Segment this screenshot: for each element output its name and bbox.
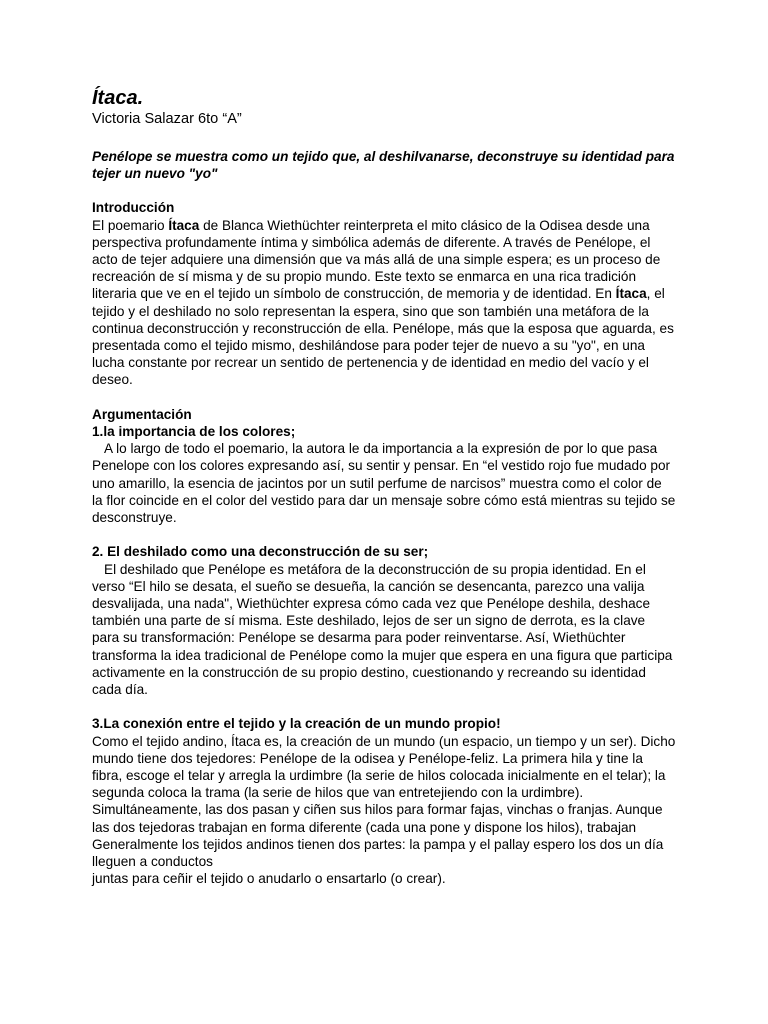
document-page [92,86,676,887]
section-3-heading: 3.La conexión entre el tejido y la creación de un mundo propio! [92,716,501,732]
author-line: Victoria Salazar 6to “A” [92,111,242,127]
spacer [92,389,676,406]
intro-heading: Introducción [92,200,175,216]
spacer [92,526,676,543]
section-3-paragraph: Como el tejido andino, Ítaca es, la creación de un mundo (un espacio, un tiempo y un ser). Dicho mundo tiene dos tejedores: Penélope de la odisea y Penélope-feliz. La primera hila y tine la fibra, escoge el telar y arregla la urdimbre (la serie de hilos colocada inicialmente en el telar); la segunda coloca la trama (la serie de hilos que van entretejiendo con la urdimbre). Simultáneamente, las dos pasan y ciñen sus hilos para formar fajas, vinchas o franjas. Aunque las dos tejedoras trabajan en forma diferente (cada una pone y dispone los hilos), trabajan [92,733,676,835]
section-2-text: El deshilado que Penélope es metáfora de la deconstrucción de su propia identidad. En el verso “El hilo se desata, el sueño se desueña, la canción se desencanta, parezco una valija desvalijada, una nada", Wiethüchter expresa cómo cada vez que Penélope deshila, deshace también una parte de sí misma. Este deshilado, lejos de ser un signo de derrota, es la clave para su transformación: Penélope se desarma para poder reinventarse. Así, Wiethüchter transforma la idea tradicional de Penélope como la mujer que espera en una figura que participa activamente en la construcción de su propio destino, cuestionando y recreando su identidad cada día. [92,561,673,698]
argument-heading: Argumentación [92,406,192,422]
section-3-line-2: Generalmente los tejidos andinos tienen dos partes: la pampa y el pallay espero los dos un día lleguen a conductos [92,836,664,870]
thesis-statement: Penélope se muestra como un tejido que, al deshilvanarse, deconstruye su identidad para tejer un nuevo "yo" [92,149,675,182]
intro-bold-title-2: Ítaca [615,286,647,302]
intro-text-2: de Blanca Wiethüchter reinterpreta el mito clásico de la Odisea desde una perspectiva profundamente íntima y simbólica además de diferente. A través de Penélope, el acto de tejer adquiere una dimensión que va más allá de una simple espera; es un proceso de recreación de sí misma y de su propio mundo. Este texto se enmarca en una rica tradición literaria que ve en el tejido un símbolo de construcción, de memoria y de identidad. En [92,217,661,302]
spacer [92,698,676,715]
section-2-heading: 2. El deshilado como una deconstrucción de su ser; [92,544,429,560]
intro-paragraph [92,217,676,389]
section-2-paragraph [92,561,676,699]
intro-text-3: , el tejido y el deshilado no solo representan la espera, sino que son también una metáfora de la continua deconstrucción y reconstrucción de ella. Penélope, más que la esposa que aguarda, es presentada como el tejido mismo, deshilándose para poder tejer de nuevo a su "yo", en una lucha constante por recrear un sentido de pertenencia y de identidad en medio del vacío y el deseo. [92,286,674,388]
intro-text-1: El poemario [92,217,169,233]
section-3-line-3: juntas para ceñir el tejido o anudarlo o ensartarlo (o crear). [92,871,446,887]
section-1-text: A lo largo de todo el poemario, la autora le da importancia a la expresión de por lo que pasa Penelope con los colores expresando así, su sentir y pensar. En “el vestido rojo fue mudado por uno amarillo, la esencia de jacintos por un sutil perfume de narcisos” muestra como el color de la flor coincide en el color del vestido para dar un mensaje sobre cómo está mientras su tejido se desconstruye. [92,441,676,526]
document-title: Ítaca. [92,87,144,109]
section-1-heading: 1.la importancia de los colores; [92,424,296,440]
section-1-paragraph [92,440,676,526]
intro-bold-title-1: Ítaca [168,217,200,233]
